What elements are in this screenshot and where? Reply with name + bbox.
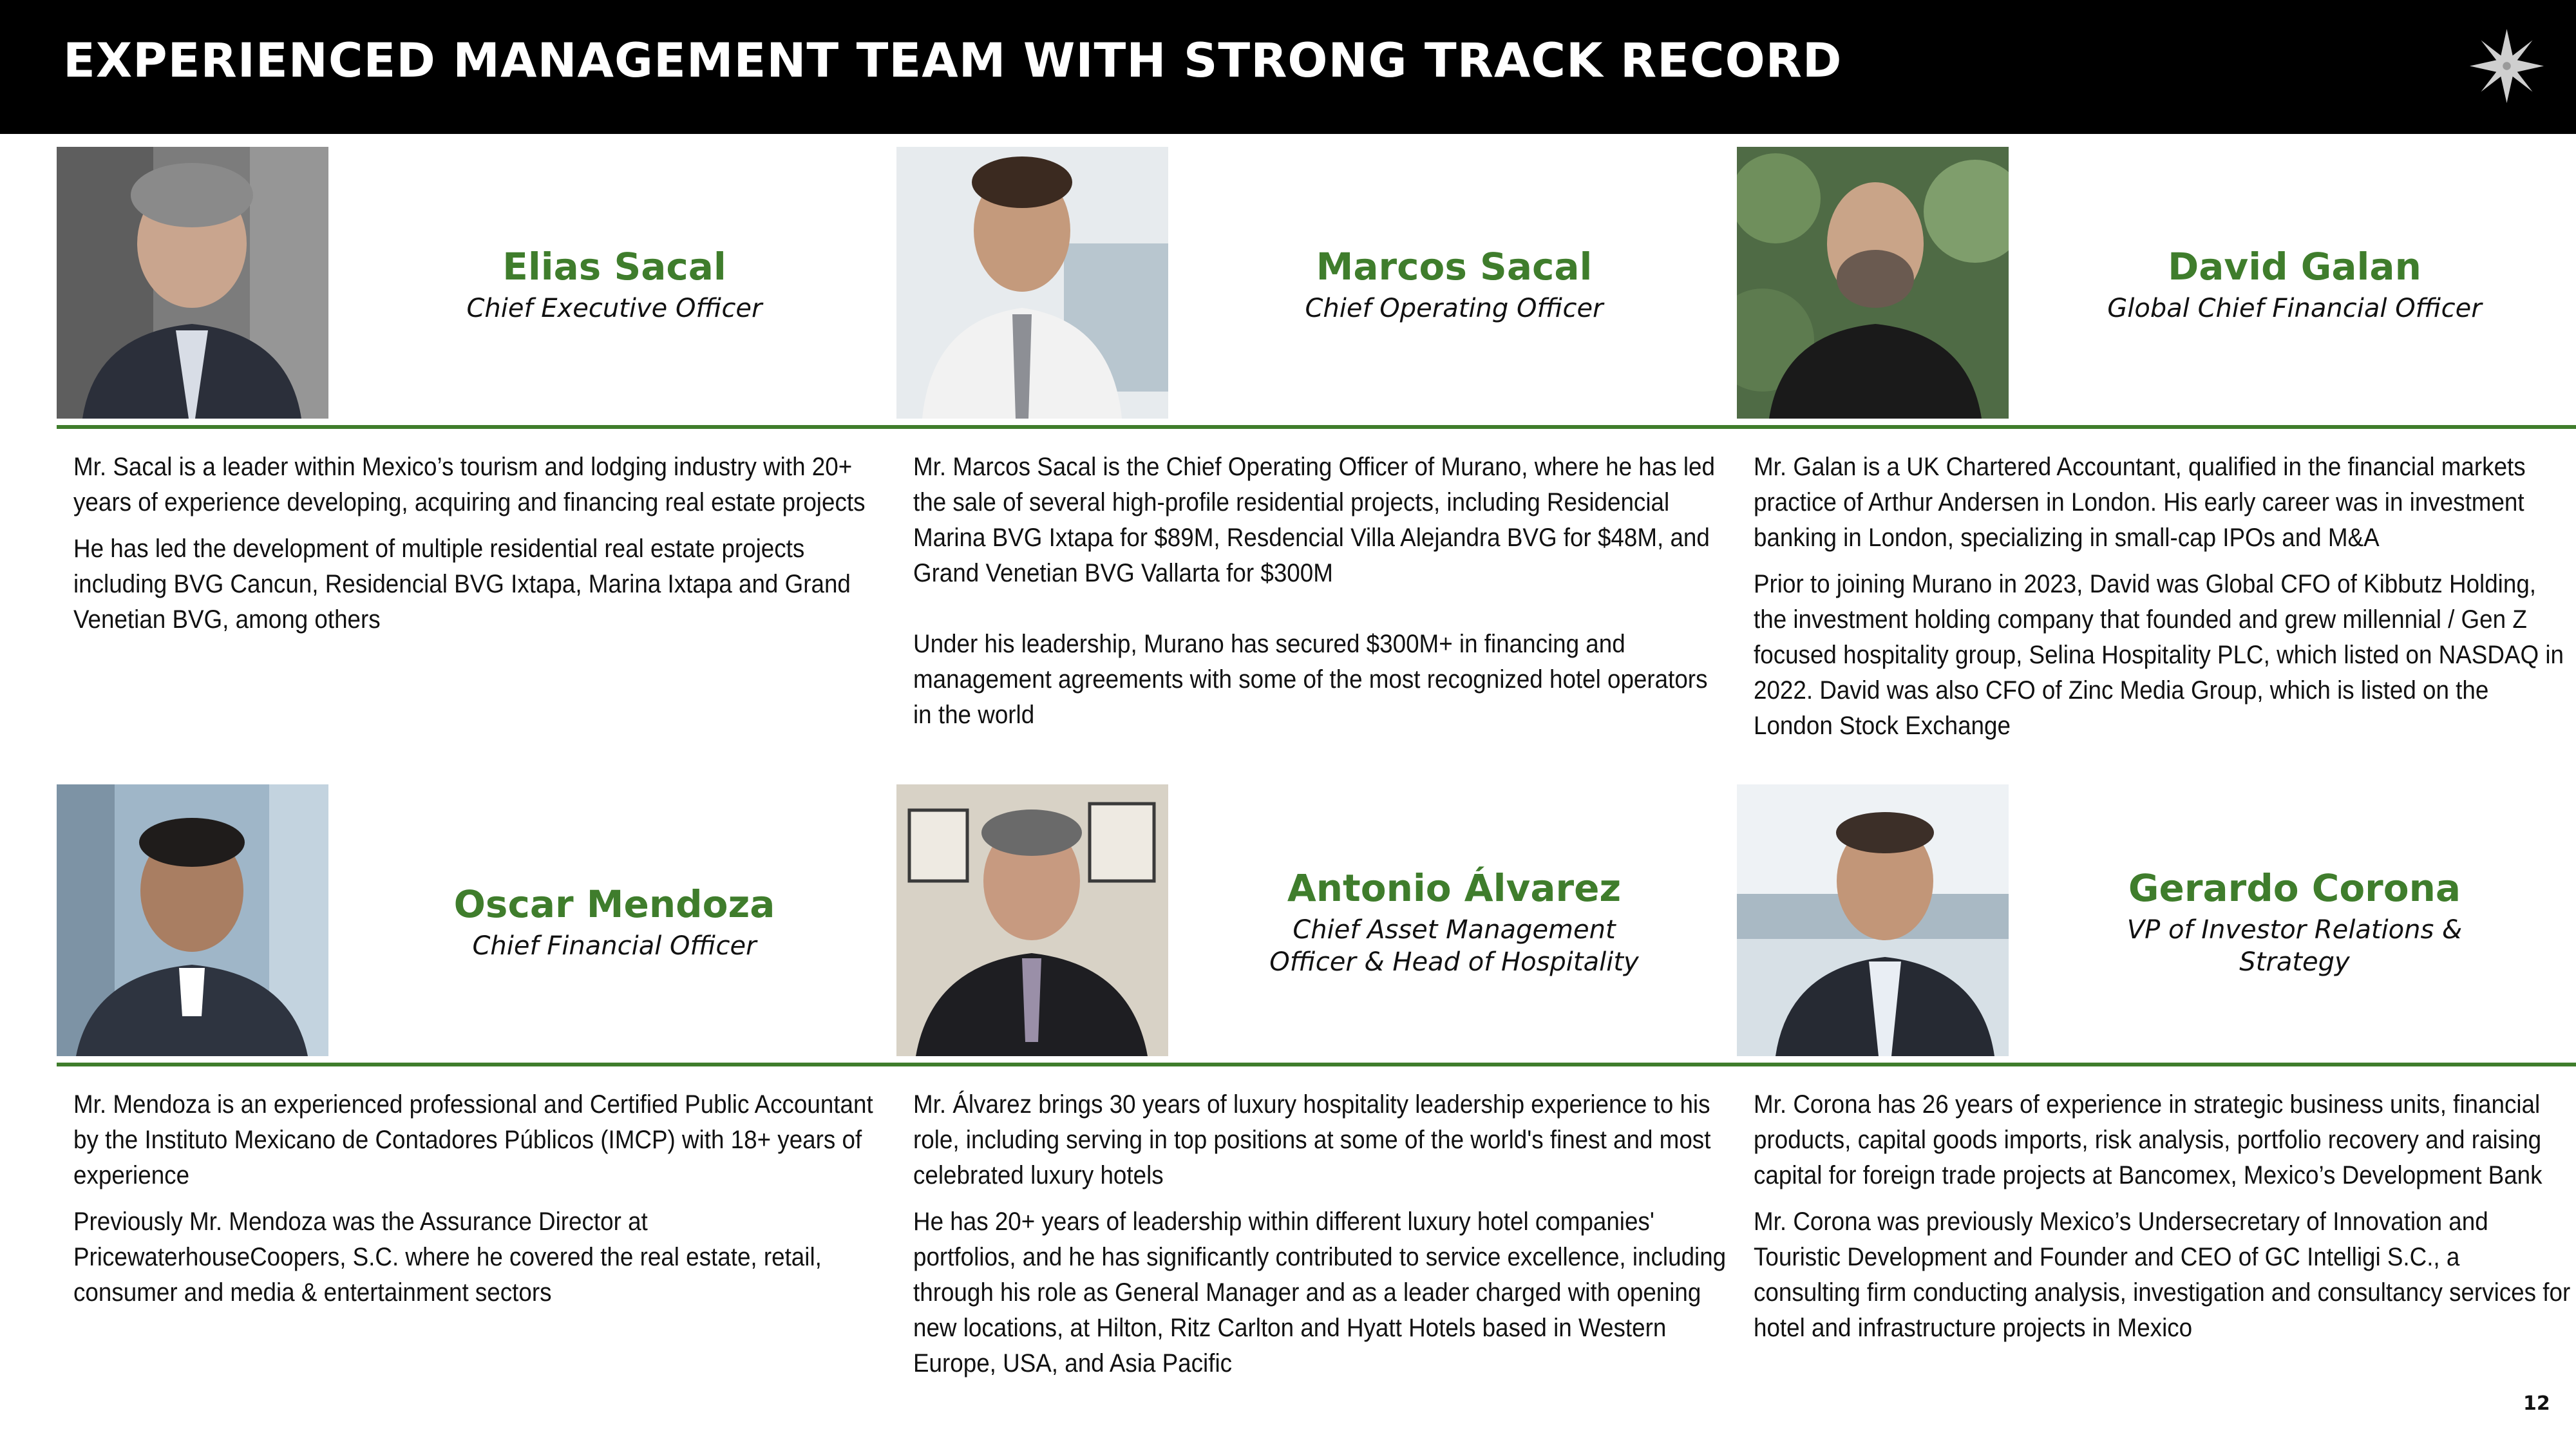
member-bio [73,450,866,649]
section-divider [896,1063,1740,1066]
member-bio [913,1087,1727,1392]
member-header [1168,784,1740,1061]
bio-paragraph: Mr. Corona has 26 years of experience in strategic business units, financial products, capital goods imports, risk analysis, portfolio recovery and raising capital for foreign trade projects at Bancomex, Mexico’s Development Bank [1754,1090,2543,1189]
member-bio [913,450,1715,744]
member-name: Elias Sacal [502,245,726,289]
page-title: EXPERIENCED MANAGEMENT TEAM WITH STRONG TRACK RECORD [63,33,1842,88]
profile-photo [57,147,328,419]
bio-paragraph: He has led the development of multiple residential real estate projects including BVG Cancun, Residencial BVG Ixtapa, Marina Ixtapa and Grand Venetian BVG, among others [73,535,851,634]
profile-photo [896,784,1168,1056]
team-member-card [896,784,1740,1403]
profile-photo [1737,147,2009,419]
bio-paragraph: Mr. Álvarez brings 30 years of luxury hospitality leadership experience to his role, including serving in top positions at some of the world's finest and most celebrated luxury hotels [913,1090,1711,1189]
bio-paragraph: Under his leadership, Murano has secured $300M+ in financing and management agreements with some of the most recognized hotel operators in the world [913,630,1708,729]
profile-photo [1737,784,2009,1056]
member-name: Gerardo Corona [2128,866,2461,910]
profile-photo [896,147,1168,419]
bio-paragraph: Mr. Galan is a UK Chartered Accountant, qualified in the financial markets practice of Arthur Andersen in London. His early career was in investment banking in London, specializing in small-cap IPOs and M&A [1754,453,2526,552]
profile-photo [57,784,328,1056]
page-number: 12 [2523,1392,2550,1415]
team-member-card [1737,784,2576,1403]
section-divider [1737,1063,2576,1066]
bio-paragraph: Mr. Corona was previously Mexico’s Undersecretary of Innovation and Touristic Development and Founder and CEO of GC Intelligi S.C., a consulting firm conducting analysis, investigation and consultancy services for hotel and infrastructure projects in Mexico [1754,1208,2571,1342]
member-header [328,784,900,1061]
member-header [328,147,900,424]
member-name: David Galan [2168,245,2421,289]
bio-paragraph: He has 20+ years of leadership within different luxury hotel companies' portfolios, and he has significantly contributed to service excellence, including through his role as General Manager and as a leader charged with opening new locations, at Hilton, Ritz Carlton and Hyatt Hotels based in Western Europe, USA, and Asia Pacific [913,1208,1727,1378]
member-role: VP of Investor Relations & Strategy [2126,914,2463,978]
team-member-card [57,784,900,1403]
member-bio [1754,450,2564,755]
member-role: Chief Executive Officer [466,293,762,323]
team-member-card [1737,147,2576,765]
section-divider [57,1063,900,1066]
team-member-card [57,147,900,765]
member-role: Chief Asset Management Officer & Head of Hospitality [1269,914,1639,978]
section-divider [1737,425,2576,429]
bio-paragraph: Mr. Marcos Sacal is the Chief Operating Officer of Murano, where he has led the sale of several high-profile residential projects, including Residencial Marina BVG Ixtapa for $89M, Resdencial Villa Alejandra BVG for $48M, and Grand Venetian BVG Vallarta for $300M [913,453,1715,587]
company-logo [2467,26,2547,106]
bio-paragraph: Previously Mr. Mendoza was the Assurance Director at PricewaterhouseCoopers, S.C. where he covered the real estate, retail, consumer and media & entertainment sectors [73,1208,822,1307]
bio-paragraph: Prior to joining Murano in 2023, David was Global CFO of Kibbutz Holding, the investment holding company that founded and grew millennial / Gen Z focused hospitality group, Selina Hospitality PLC, which listed on NASDAQ in 2022. David was also CFO of Zinc Media Group, which is listed on the London Stock Exchange [1754,570,2564,740]
member-header [1168,147,1740,424]
member-role: Chief Financial Officer [472,931,757,961]
member-name: Oscar Mendoza [453,882,775,927]
member-header [2009,147,2576,424]
bio-paragraph: Mr. Mendoza is an experienced professional and Certified Public Accountant by the Instituto Mexicano de Contadores Públicos (IMCP) with 18+ years of experience [73,1090,873,1189]
member-name: Marcos Sacal [1316,245,1593,289]
member-name: Antonio Álvarez [1287,866,1622,910]
member-role: Chief Operating Officer [1305,293,1604,323]
member-role: Global Chief Financial Officer [2107,293,2482,323]
team-member-card [896,147,1740,765]
bio-paragraph: Mr. Sacal is a leader within Mexico’s tourism and lodging industry with 20+ years of experience developing, acquiring and financing real estate projects [73,453,866,516]
member-header [2009,784,2576,1061]
member-bio [73,1087,873,1321]
member-bio [1754,1087,2571,1357]
header-bar [0,0,2576,134]
section-divider [57,425,900,429]
section-divider [896,425,1740,429]
